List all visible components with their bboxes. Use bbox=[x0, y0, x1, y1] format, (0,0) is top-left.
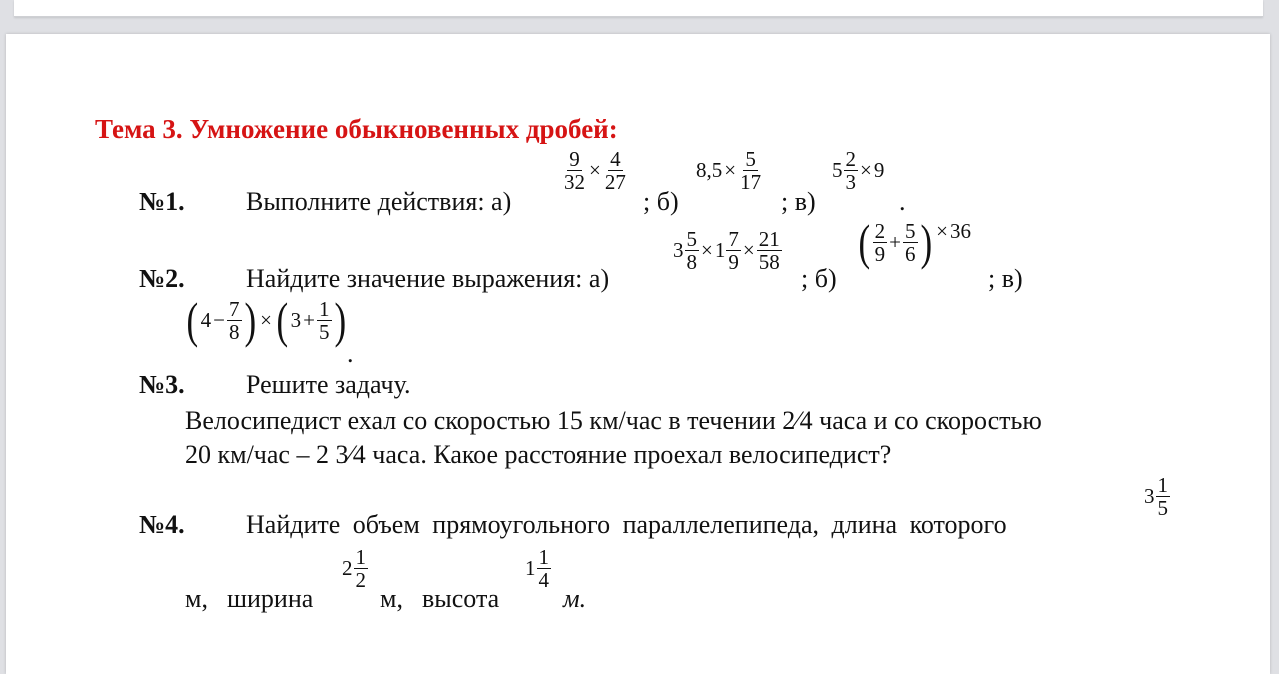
task2-text: Найдите значение выражения: а) bbox=[246, 264, 610, 293]
task4-height-label: высота bbox=[422, 584, 500, 613]
fraction: $\frac{2}{3}$ bbox=[845, 147, 856, 195]
fraction: $\frac{5}{8}$ bbox=[686, 227, 697, 275]
task4-width-label: ширина bbox=[227, 584, 314, 613]
fraction: $\frac{4}{27}$ bbox=[604, 147, 626, 195]
previous-page-edge bbox=[14, 0, 1263, 17]
task4-unit-m3: м. bbox=[563, 584, 587, 613]
task2-number: №2. bbox=[139, 264, 185, 293]
task1-sep-c: ; в) bbox=[781, 187, 816, 216]
task2-end: . bbox=[347, 339, 354, 368]
task4-unit-m2: м, bbox=[380, 584, 403, 613]
task2-expr-b: ( $\frac{2}{9}$ + $\frac{5}{6}$ ) × 36 bbox=[858, 214, 971, 271]
task1-expr-b: 8,5 × $\frac{5}{17}$ bbox=[696, 147, 762, 195]
task2-expr-c: ( 4 − $\frac{7}{8}$ ) × ( 3 + $\frac{1}{5}$ ) bbox=[186, 292, 346, 349]
task3-line2: 20 км/час – 2 3⁄4 часа. Какое расстояние проехал велосипедист? bbox=[185, 440, 892, 469]
task1-number: №1. bbox=[139, 187, 185, 216]
fraction: $\frac{2}{9}$ bbox=[874, 219, 886, 267]
fraction: $\frac{21}{58}$ bbox=[758, 227, 780, 275]
task4-number: №4. bbox=[139, 510, 185, 539]
task3-number: №3. bbox=[139, 370, 185, 399]
task1-text: Выполните действия: а) bbox=[246, 187, 512, 216]
fraction: $\frac{9}{32}$ bbox=[564, 147, 585, 195]
fraction: $\frac{5}{17}$ bbox=[740, 147, 762, 195]
task1-expr-c: 5 $\frac{2}{3}$ × 9 bbox=[832, 147, 885, 195]
task3-line1: Велосипедист ехал со скоростью 15 км/час в течении 2⁄4 часа и со скоростью bbox=[185, 406, 1042, 435]
document-page bbox=[6, 34, 1270, 674]
task2-sep-c: ; в) bbox=[988, 264, 1023, 293]
task1-end: . bbox=[899, 187, 906, 216]
page-title: Тема 3. Умножение обыкновенных дробей: bbox=[95, 114, 618, 144]
fraction: $\frac{7}{9}$ bbox=[728, 227, 739, 275]
task4-text: Найдите объем прямоугольного параллелепипеда, длина которого bbox=[246, 510, 1007, 539]
fraction: $\frac{1}{5}$ bbox=[1157, 473, 1168, 521]
task4-width: 2 $\frac{1}{2}$ bbox=[342, 545, 366, 593]
task1-sep-b: ; б) bbox=[643, 187, 679, 216]
task3-text: Решите задачу. bbox=[246, 370, 411, 399]
task2-sep-b: ; б) bbox=[801, 264, 837, 293]
task1-expr-a: $\frac{9}{32}$ × $\frac{4}{27}$ bbox=[564, 147, 626, 195]
task4-length: 3 $\frac{1}{5}$ bbox=[1144, 473, 1168, 521]
task4-unit-m: м, bbox=[185, 584, 208, 613]
task4-height: 1 $\frac{1}{4}$ bbox=[525, 545, 549, 593]
fraction: $\frac{5}{6}$ bbox=[905, 219, 916, 267]
fraction: $\frac{7}{8}$ bbox=[229, 297, 240, 345]
task2-expr-a: 3 $\frac{5}{8}$ × 1 $\frac{7}{9}$ × $\frac{21}{58}$ bbox=[673, 227, 780, 275]
fraction: $\frac{1}{4}$ bbox=[538, 545, 549, 593]
fraction: $\frac{1}{2}$ bbox=[355, 545, 366, 593]
fraction: $\frac{1}{5}$ bbox=[319, 297, 330, 345]
